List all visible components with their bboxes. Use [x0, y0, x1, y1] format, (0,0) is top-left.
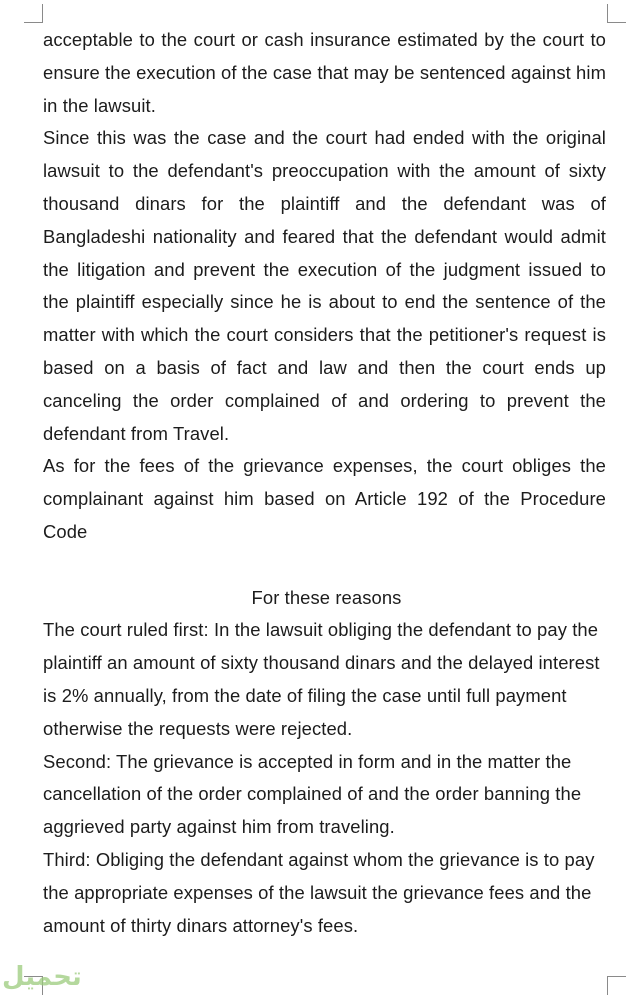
ruling-first: The court ruled first: In the lawsuit obliging the defendant to pay the plaintiff an amount of sixty thousand dinars and the delayed interest is 2% annually, from the date of filing the case until full payment otherwise the requests were rejected.	[43, 619, 600, 739]
section-heading: For these reasons	[251, 586, 402, 608]
ruling-second: Second: The grievance is accepted in form and in the matter the cancellation of the order complained of and the order banning the aggrieved party against him from traveling.	[43, 750, 582, 838]
paragraph-court-reasoning: Since this was the case and the court had ended with the original lawsuit to the defendant's preoccupation with the amount of sixty thousand dinars for the plaintiff and the defendant was of Bangladeshi nationality and feared that the defendant would admit the litigation and prevent the execution of the judgment issued to the plaintiff especially since he is about to end the sentence of the matter with which the court considers that the petitioner's request is based on a basis of fact and law and then the court ends up canceling the order complained of and ordering to prevent the defendant from Travel.	[43, 127, 606, 444]
paragraph-security-clause: acceptable to the court or cash insurance estimated by the court to ensure the execution of the case that may be sentenced against him in the lawsuit.	[43, 29, 606, 116]
crop-mark-top-left	[24, 4, 43, 23]
crop-mark-top-right	[607, 4, 626, 23]
paragraph-grievance-fees: As for the fees of the grievance expenses, the court obliges the complainant against him based on Article 192 of the Procedure Code	[43, 455, 606, 542]
ruling-third: Third: Obliging the defendant against whom the grievance is to pay the appropriate expenses of the lawsuit the grievance fees and the amount of thirty dinars attorney's fees.	[43, 848, 595, 936]
document-body	[43, 24, 606, 942]
crop-mark-bottom-right	[607, 976, 626, 995]
watermark-logo: تحميل	[2, 962, 82, 992]
